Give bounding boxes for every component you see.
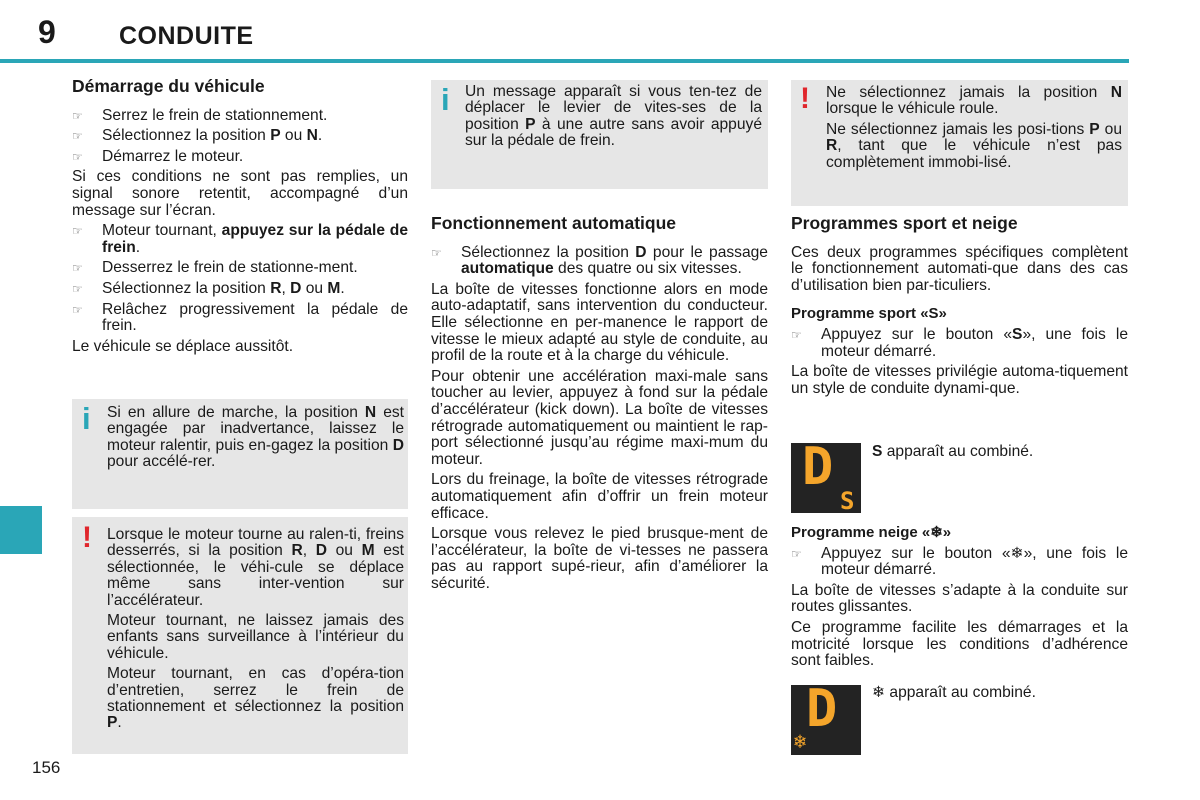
pointing-hand-icon: ☞ (72, 302, 83, 317)
paragraph: La boîte de vitesses s’adapte à la conduite sur routes glissantes. (791, 581, 1128, 616)
chapter-title: CONDUITE (119, 22, 254, 50)
warning-box-text: Ne sélectionnez jamais la position N lorsque le véhicule roule. Ne sélectionnez jamais les posi-tions P ou R, tant que le véhicule n’est pas complètement immobi-lisé. (826, 84, 1122, 171)
pointing-hand-icon: ☞ (431, 245, 442, 260)
page-number: 156 (32, 758, 61, 777)
info-box (72, 399, 408, 509)
pointing-hand-icon: ☞ (791, 546, 802, 561)
sport-caption: S apparaît au combiné. (872, 443, 1034, 460)
paragraph: Ces deux programmes spécifiques complètent le fonctionnement automati-que dans des cas d’utilisation bien par-ticuliers. (791, 243, 1128, 294)
list-item: ☞ Moteur tournant, appuyez sur la pédale de frein. (72, 222, 408, 256)
snowflake-icon: ❄ (872, 684, 886, 701)
chapter-side-tab (0, 506, 42, 554)
pointing-hand-icon: ☞ (791, 327, 802, 342)
pointing-hand-icon: ☞ (72, 261, 83, 276)
subheading-neige: Programme neige «❄» (791, 524, 952, 541)
paragraph: Lorsque vous relevez le pied brusque-ment de l’accélérateur, la boîte de vi-tesses ne passera pas au rapport supé-rieur, afin d’améliorer la sécurité. (431, 525, 768, 592)
paragraph: Lors du freinage, la boîte de vitesses rétrograde automatiquement afin d’offrir un frein moteur efficace. (431, 471, 768, 522)
snow-mode-display (791, 679, 861, 755)
paragraph: La boîte de vitesses privilégie automa-tiquement un style de conduite dynami-que. (791, 363, 1128, 397)
section-heading-fonctionnement: Fonctionnement automatique (431, 213, 676, 233)
warning-box (791, 80, 1128, 206)
snow-caption: ❄ apparaît au combiné. (872, 684, 1036, 701)
gear-letter: D (802, 437, 834, 497)
snowflake-icon: ❄ (930, 524, 943, 541)
list-item: ☞ Sélectionnez la position P ou N. (72, 127, 323, 145)
subheading-sport: Programme sport «S» (791, 305, 947, 323)
pointing-hand-icon: ☞ (72, 129, 83, 144)
section-heading-demarrage: Démarrage du véhicule (72, 76, 265, 96)
list-item: ☞ Sélectionnez la position R, D ou M. (72, 279, 345, 297)
list-item: ☞ Sélectionnez la position D pour le passage automatique des quatre ou six vitesses. (431, 243, 768, 278)
info-icon: i (441, 82, 450, 117)
chapter-number: 9 (38, 14, 56, 50)
exclamation-icon: ! (82, 521, 92, 554)
pointing-hand-icon: ☞ (72, 281, 83, 296)
warning-box-text: Lorsque le moteur tourne au ralen-ti, freins desserrés, si la position R, D ou M est sélectionnée, le véhi-cule se déplace même sans inter-vention sur l’accélérateur. Moteur tournant, ne laissez jamais des enfants sans surveillance à l’intérieur du véhicule. Moteur tournant, en cas d’opéra-tion d’entretien, serrez le frein de stationnement et sélectionnez la position P. (107, 526, 405, 732)
header-rule (0, 59, 1129, 63)
warning-box (72, 517, 408, 754)
paragraph: Ce programme facilite les démarrages et la motricité lorsque les conditions d’adhérence sont faibles. (791, 618, 1128, 670)
list-item: ☞ Démarrez le moteur. (72, 147, 244, 165)
pointing-hand-icon: ☞ (72, 224, 83, 239)
list-item: ☞ Serrez le frein de stationnement. (72, 106, 328, 124)
paragraph: Pour obtenir une accélération maxi-male sans toucher au levier, appuyez à fond sur la pédale d’accélérateur (kick down). La boîte de vitesses rétrograde automatiquement ou maintient le rap-port sélectionné jusqu’au régime maxi-mum du moteur. (431, 367, 768, 468)
sport-letter: S (840, 487, 855, 515)
info-icon: i (82, 401, 91, 436)
paragraph: Si ces conditions ne sont pas remplies, un signal sonore retentit, accompagné d’un message sur l’écran. (72, 168, 408, 219)
section-heading-programmes: Programmes sport et neige (791, 213, 1018, 233)
column-right-snow (791, 525, 1128, 674)
list-item: ☞ Appuyez sur le bouton «❄», une fois le moteur démarré. (791, 544, 1128, 579)
info-box (431, 80, 768, 189)
paragraph: La boîte de vitesses fonctionne alors en mode auto-adaptatif, sans intervention du conducteur. Elle sélectionne en per-manence le rapport de vitesse le mieux adapté au style de conduite, au profil de la route et à la charge du véhicule. (431, 280, 768, 365)
list-item: ☞ Relâchez progressivement la pédale de frein. (72, 300, 408, 335)
exclamation-icon: ! (800, 82, 810, 115)
paragraph: Le véhicule se déplace aussitôt. (72, 337, 294, 355)
list-item: ☞ Appuyez sur le bouton «S», une fois le moteur démarré. (791, 325, 1128, 360)
pointing-hand-icon: ☞ (72, 149, 83, 164)
snowflake-icon: ❄ (794, 729, 807, 753)
pointing-hand-icon: ☞ (72, 108, 83, 123)
list-item: ☞ Desserrez le frein de stationne-ment. (72, 259, 358, 277)
column-left (72, 78, 408, 359)
info-box-text: Un message apparaît si vous ten-tez de déplacer le levier de vites-ses de la position P à une autre sans avoir appuyé sur la pédale de frein. (465, 83, 762, 150)
gear-letter: D (806, 679, 838, 739)
column-right (791, 215, 1128, 401)
sport-mode-display (791, 437, 861, 515)
snowflake-icon: ❄ (1010, 544, 1024, 562)
info-box-text: Si en allure de marche, la position N est engagée par inadvertance, laissez le moteur ralentir, puis en-gagez la position D pour accélé-rer. (107, 404, 404, 471)
column-middle (431, 215, 768, 596)
